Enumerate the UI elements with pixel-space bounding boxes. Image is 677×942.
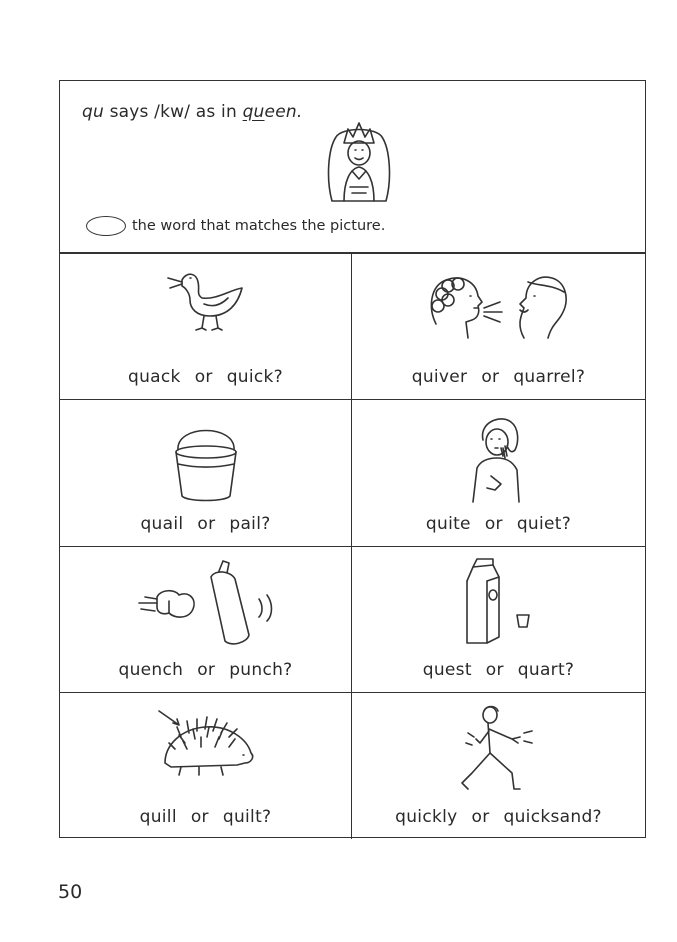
porcupine-icon <box>151 703 261 783</box>
or-label: or <box>197 513 216 534</box>
word-option-2[interactable]: quiet? <box>516 513 572 534</box>
word-option-1[interactable]: quickly <box>395 807 458 827</box>
or-label: or <box>481 367 500 388</box>
word-option-2[interactable]: punch? <box>229 659 293 680</box>
item-cell <box>60 400 352 546</box>
word-option-1[interactable]: quail <box>140 513 184 534</box>
arguing-people-icon <box>424 264 574 348</box>
word-choice <box>352 660 645 680</box>
word-option-1[interactable]: quiver <box>411 367 468 388</box>
or-label: or <box>485 659 504 680</box>
or-label: or <box>197 659 216 680</box>
shushing-woman-icon <box>459 410 539 510</box>
word-option-2[interactable]: quick? <box>226 367 283 388</box>
punching-bag-icon <box>131 557 281 653</box>
word-option-1[interactable]: quite <box>425 513 471 534</box>
or-label: or <box>484 513 503 534</box>
or-label: or <box>190 807 209 827</box>
word-choice <box>60 514 351 534</box>
or-label: or <box>194 367 213 388</box>
item-cell <box>352 547 645 693</box>
word-choice <box>60 660 351 680</box>
word-option-2[interactable]: quicksand? <box>503 807 602 827</box>
word-choice <box>60 367 351 387</box>
circle-icon <box>86 216 126 236</box>
running-boy-icon <box>454 703 544 803</box>
word-choice <box>352 514 645 534</box>
word-choice <box>352 807 645 827</box>
page-number: 50 <box>58 881 83 903</box>
word-option-1[interactable]: quack <box>128 367 181 388</box>
item-cell <box>352 693 645 839</box>
word-choice <box>352 367 645 387</box>
duck-icon <box>156 264 256 338</box>
header-box <box>60 81 645 254</box>
rule-digraph: qu <box>82 102 104 122</box>
rule-statement <box>82 102 302 122</box>
word-option-1[interactable]: quest <box>422 659 472 680</box>
queen-icon <box>322 109 396 209</box>
item-cell <box>60 547 352 693</box>
word-option-2[interactable]: pail? <box>229 513 271 534</box>
item-cell <box>60 693 352 839</box>
example-word: queen. <box>242 102 303 122</box>
bucket-icon <box>166 410 246 510</box>
or-label: or <box>471 807 490 827</box>
word-option-2[interactable]: quart? <box>517 659 575 680</box>
word-option-2[interactable]: quilt? <box>222 807 272 827</box>
rule-text: says /kw/ as in <box>103 102 243 122</box>
word-choice-grid <box>60 254 645 839</box>
word-choice <box>60 807 351 827</box>
item-cell <box>352 400 645 546</box>
item-cell <box>60 254 352 400</box>
word-option-2[interactable]: quarrel? <box>513 367 586 388</box>
word-option-1[interactable]: quill <box>139 807 177 827</box>
item-cell <box>352 254 645 400</box>
worksheet <box>59 80 646 838</box>
instruction-text: the word that matches the picture. <box>132 218 386 234</box>
milk-carton-icon <box>459 557 539 653</box>
instruction <box>86 216 385 236</box>
word-option-1[interactable]: quench <box>118 659 184 680</box>
